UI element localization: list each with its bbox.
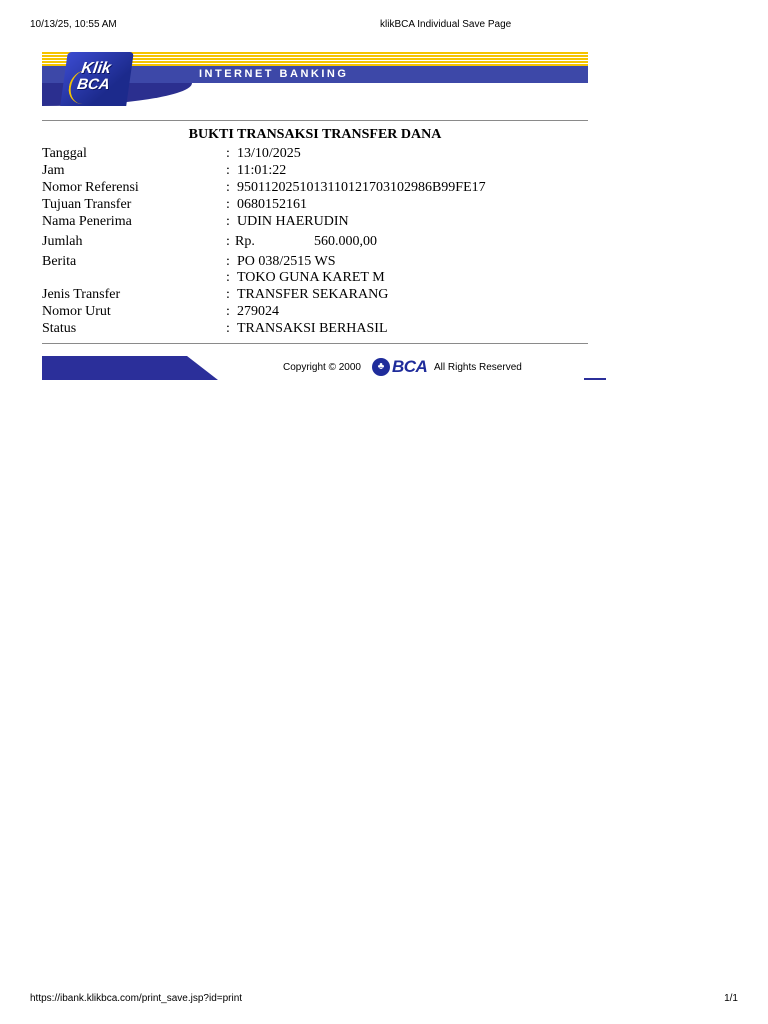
row-label: Jenis Transfer: [42, 287, 121, 302]
bca-footer-logo: [372, 358, 432, 376]
bca-brand-text: BCA: [392, 357, 428, 376]
row-tanggal: [42, 145, 588, 162]
banner-title: INTERNET BANKING: [199, 68, 349, 80]
row-label: Berita: [42, 254, 77, 269]
row-colon: :: [226, 321, 230, 336]
row-value: 9501120251013110121703102986B99FE17: [237, 180, 486, 195]
rights-text: All Rights Reserved: [434, 362, 522, 373]
row-colon: :: [226, 214, 230, 229]
logo-bca-text: BCA: [76, 76, 111, 93]
row-jumlah: [42, 233, 588, 250]
row-value: 13/10/2025: [237, 146, 301, 161]
row-berita: [42, 253, 588, 270]
row-nama-penerima: [42, 213, 588, 230]
footer-left-shape: [42, 356, 218, 380]
row-jam: [42, 162, 588, 179]
amount-currency: Rp.: [235, 234, 255, 249]
row-berita-line2: [42, 269, 588, 286]
row-value: UDIN HAERUDIN: [237, 214, 349, 229]
row-value: 0680152161: [237, 197, 307, 212]
bca-emblem-icon: ♣: [372, 358, 390, 376]
print-url: https://ibank.klikbca.com/print_save.jsp?id=print: [30, 993, 243, 1004]
print-page-number: 1/1: [724, 993, 738, 1004]
logo-klik-text: Klik: [80, 60, 113, 77]
row-colon: :: [226, 197, 230, 212]
amount-value: 560.000,00: [314, 234, 377, 249]
row-value: TRANSAKSI BERHASIL: [237, 321, 388, 336]
footer-right-line: [584, 378, 606, 380]
print-page-title: klikBCA Individual Save Page: [380, 19, 512, 30]
row-colon: :: [226, 146, 230, 161]
row-label: Nomor Referensi: [42, 180, 139, 195]
row-label: Nama Penerima: [42, 214, 132, 229]
row-label: Jumlah: [42, 234, 83, 249]
row-value: TOKO GUNA KARET M: [237, 270, 385, 285]
row-colon: :: [226, 304, 230, 319]
row-status: [42, 320, 588, 337]
row-value: PO 038/2515 WS: [237, 254, 336, 269]
row-label: Tujuan Transfer: [42, 197, 132, 212]
bottom-divider: [42, 343, 588, 344]
row-jenis-transfer: [42, 286, 588, 303]
row-colon: :: [226, 270, 230, 285]
row-label: Jam: [42, 163, 65, 178]
row-label: Tanggal: [42, 146, 87, 161]
internet-banking-banner: [42, 52, 588, 106]
row-colon: :: [226, 254, 230, 269]
klikbca-logo: [60, 52, 134, 106]
row-value: 11:01:22: [237, 163, 287, 178]
row-label: Status: [42, 321, 77, 336]
row-colon: :: [226, 287, 230, 302]
receipt-title: BUKTI TRANSAKSI TRANSFER DANA: [188, 127, 442, 142]
row-nomor-urut: [42, 303, 588, 320]
row-value: TRANSFER SEKARANG: [237, 287, 389, 302]
row-colon: :: [226, 163, 230, 178]
copyright-text: Copyright © 2000: [283, 362, 361, 373]
row-tujuan-transfer: [42, 196, 588, 213]
print-datetime: 10/13/25, 10:55 AM: [30, 19, 117, 30]
row-colon: :: [226, 234, 230, 249]
row-nomor-referensi: [42, 179, 588, 196]
row-value: 279024: [237, 304, 279, 319]
row-label: Nomor Urut: [42, 304, 111, 319]
row-colon: :: [226, 180, 230, 195]
top-divider: [42, 120, 588, 121]
